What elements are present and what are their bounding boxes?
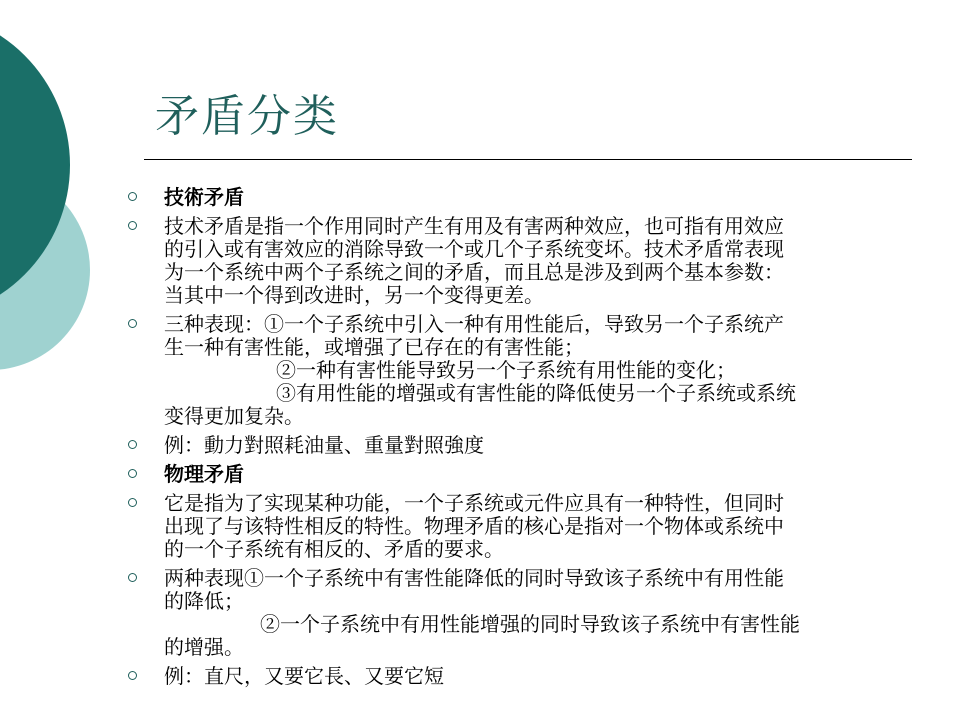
bullet-list (128, 186, 918, 694)
circle-bullet-icon (128, 671, 137, 680)
item-text: 的引入或有害效应的消除导致一个或几个子系统变坏。技术矛盾常表现 (164, 237, 784, 261)
item-text: 生一种有害性能，或增强了已存在的有害性能； (164, 335, 584, 359)
item-text: 为一个系统中两个子系统之间的矛盾，而且总是涉及到两个基本参数： (164, 260, 784, 284)
item-text: ②一种有害性能导致另一个子系统有用性能的变化； (276, 358, 736, 382)
list-item (128, 186, 918, 209)
list-item (128, 215, 918, 307)
item-text: 物理矛盾 (164, 462, 244, 486)
item-text: 例：直尺，又要它長、又要它短 (164, 664, 444, 688)
list-item (128, 492, 918, 561)
item-text: ②一个子系统中有用性能增强的同时导致该子系统中有害性能 (260, 612, 800, 636)
item-text: 例：動力對照耗油量、重量對照強度 (164, 433, 484, 457)
list-item (128, 463, 918, 486)
item-text: 的降低； (164, 589, 244, 613)
item-text: 它是指为了实现某种功能，一个子系统或元件应具有一种特性，但同时 (164, 491, 784, 515)
item-text: 两种表现①一个子系统中有害性能降低的同时导致该子系统中有用性能 (164, 566, 784, 590)
circle-bullet-icon (128, 319, 137, 328)
item-text: ③有用性能的增强或有害性能的降低使另一个子系统或系统 (276, 381, 796, 405)
list-item (128, 434, 918, 457)
slide-title: 矛盾分类 (155, 91, 339, 142)
title-divider (144, 159, 912, 160)
item-text: 变得更加复杂。 (164, 404, 304, 428)
circle-bullet-icon (128, 440, 137, 449)
list-item (128, 313, 918, 428)
item-text: 三种表现：①一个子系统中引入一种有用性能后，导致另一个子系统产 (164, 312, 784, 336)
item-text: 的一个子系统有相反的、矛盾的要求。 (164, 537, 504, 561)
list-item (128, 665, 918, 688)
item-text: 出现了与该特性相反的特性。物理矛盾的核心是指对一个物体或系统中 (164, 514, 784, 538)
circle-bullet-icon (128, 469, 137, 478)
circle-bullet-icon (128, 221, 137, 230)
circle-bullet-icon (128, 573, 137, 582)
item-text: 技术矛盾是指一个作用同时产生有用及有害两种效应，也可指有用效应 (164, 214, 784, 238)
list-item (128, 567, 918, 659)
item-text: 当其中一个得到改进时，另一个变得更差。 (164, 283, 544, 307)
decorative-circles (0, 0, 130, 400)
circle-bullet-icon (128, 498, 137, 507)
circle-bullet-icon (128, 192, 137, 201)
item-text: 的增强。 (164, 635, 244, 659)
item-text: 技術矛盾 (164, 185, 244, 209)
